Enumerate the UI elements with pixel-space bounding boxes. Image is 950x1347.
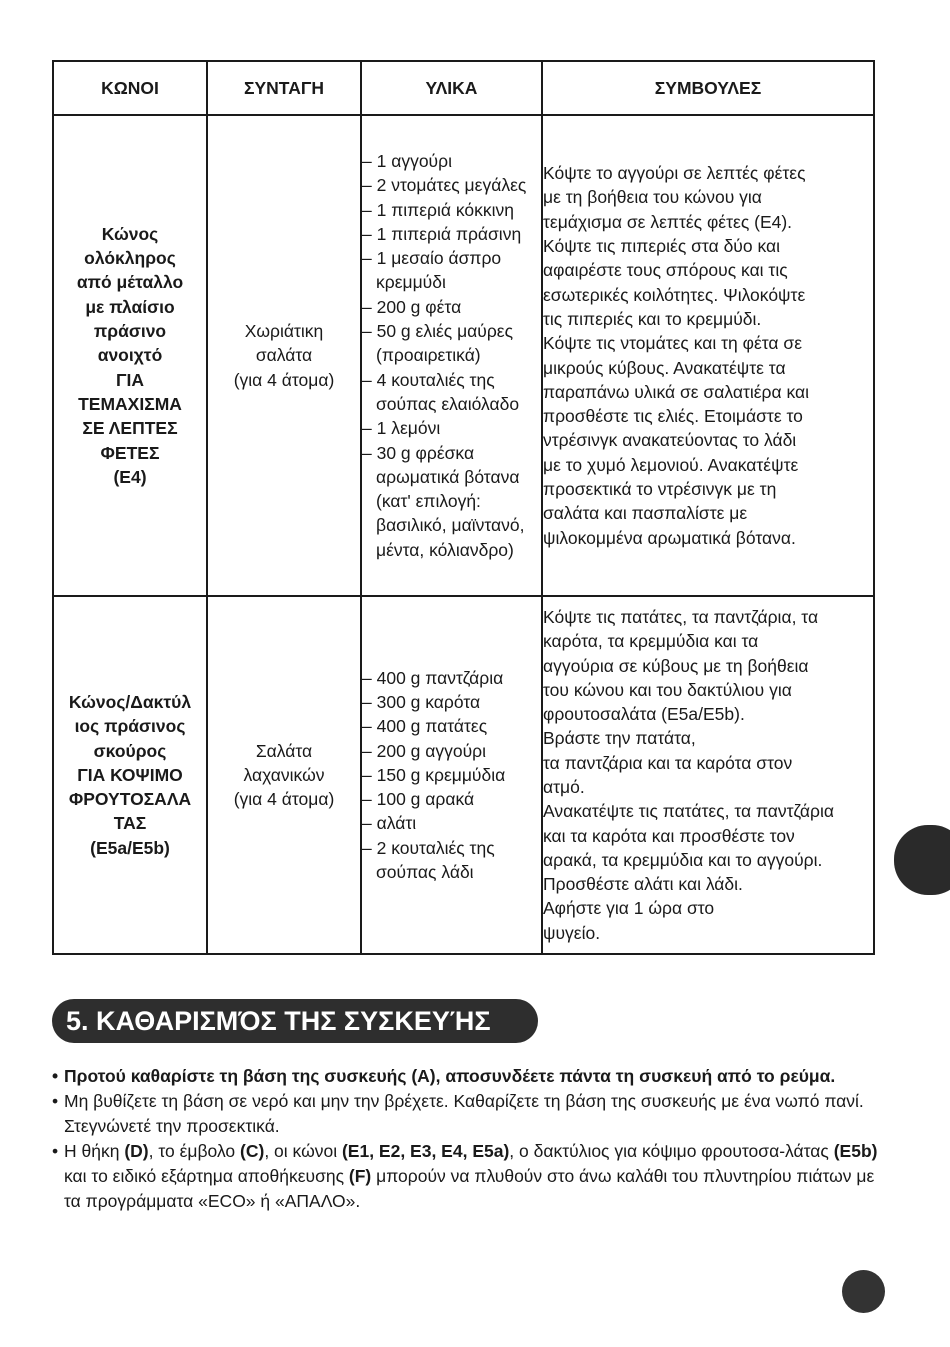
tip-line: Κόψτε τις πατάτες, τα παντζάρια, τα — [543, 606, 819, 627]
cone-line: (E4) — [113, 466, 147, 487]
text-run: και το ειδικό εξάρτημα αποθήκευσης — [64, 1166, 349, 1186]
table-row — [53, 115, 874, 596]
ingredients-cell — [361, 596, 542, 954]
tip-line: εσωτερικές κοιλότητες. Ψιλοκόψτε — [543, 284, 806, 305]
cone-cell — [53, 596, 207, 954]
tip-line: με το χυμό λεμονιού. Ανακατέψτε — [543, 454, 799, 475]
cone-line: (E5a/E5b) — [90, 837, 170, 858]
recipe-cell — [207, 596, 361, 954]
ingredient-item: – 2 ντομάτες μεγάλες — [362, 173, 541, 197]
tip-line: μικρούς κύβους. Ανακατέψτε τα — [543, 357, 786, 378]
recipe-line: (για 4 άτομα) — [233, 789, 335, 810]
tip-line: αγγούρια σε κύβους με τη βοήθεια — [543, 655, 809, 676]
text-run: , ο δακτύλιος για κόψιμο φρουτοσα-λάτας — [509, 1141, 834, 1161]
cone-line: ολόκληρος — [84, 248, 176, 269]
ingredient-item: – 1 αγγούρι — [362, 149, 541, 173]
header-tips: ΣΥΜΒΟΥΛΕΣ — [542, 61, 874, 115]
ingredient-item: – 100 g αρακά — [362, 787, 541, 811]
tip-line: Αφήστε για 1 ώρα στο — [543, 898, 715, 919]
bullet-dishwasher — [52, 1139, 882, 1214]
section-heading: 5. ΚΑΘΑΡΙΣΜΌΣ ΤΗΣ ΣΥΣΚΕΥΉΣ — [52, 999, 538, 1043]
ingredient-item: – 1 πιπεριά πράσινη — [362, 222, 541, 246]
cone-line: σκούρος — [93, 740, 167, 761]
tip-line: καρότα, τα κρεμμύδια και τα — [543, 631, 759, 652]
text-run: Η θήκη — [64, 1141, 125, 1161]
tip-line: προσεκτικά το ντρέσινγκ με τη — [543, 478, 777, 499]
recipe-line: Χωριάτικη — [244, 321, 324, 342]
cone-line: ΤΑΣ — [113, 813, 147, 834]
cone-line: ΓΙΑ — [115, 369, 145, 390]
cone-line: ΦΡΟΥΤΟΣΑΛΑ — [68, 789, 192, 810]
tip-line: αφαιρέστε τους σπόρους και τις — [543, 260, 788, 281]
tip-line: φρουτοσαλάτα (E5a/E5b). — [543, 704, 745, 725]
recipe-line: (για 4 άτομα) — [233, 369, 335, 390]
tips-cell — [542, 115, 874, 596]
cone-line: ΦΕΤΕΣ — [100, 442, 160, 463]
cone-line: πράσινο — [93, 321, 167, 342]
ingredient-item: – 1 πιπεριά κόκκινη — [362, 198, 541, 222]
side-tab-marker — [894, 825, 950, 895]
ingredients-list — [362, 149, 541, 562]
header-cones: ΚΩΝΟΙ — [53, 61, 207, 115]
header-recipe: ΣΥΝΤΑΓΗ — [207, 61, 361, 115]
cone-cell — [53, 115, 207, 596]
text-run: μπορούν να πλυθούν στο άνω καλάθι του πλυντηρίου πιάτων με τα προγράμματα «ECO» ή «ΑΠΑΛΟ». — [64, 1166, 875, 1211]
tip-line: Κόψτε το αγγούρι σε λεπτές φέτες — [543, 163, 806, 184]
part-ref: (D) — [124, 1141, 149, 1161]
cone-line: ιος πράσινος — [74, 716, 186, 737]
table-header-row — [53, 61, 874, 115]
ingredient-item: – 4 κουταλιές της σούπας ελαιόλαδο — [362, 368, 541, 417]
tip-line: Κόψτε τις πιπεριές στα δύο και — [543, 236, 781, 257]
part-ref: (F) — [348, 1166, 372, 1186]
tips-cell — [542, 596, 874, 954]
text-run: , οι κώνοι — [264, 1141, 342, 1161]
bullet-unplug: • Προτού καθαρίστε τη βάση της συσκευής (A), αποσυνδέετε πάντα τη συσκευή από το ρεύμα. — [52, 1064, 882, 1089]
cone-line: από μέταλλο — [76, 272, 184, 293]
tip-line: του κώνου και του δακτύλιου για — [543, 679, 792, 700]
tip-line: Βράστε την πατάτα, — [543, 728, 696, 749]
part-ref: (E1, E2, E3, E4, E5a) — [341, 1141, 510, 1161]
part-ref: (E5b) — [833, 1141, 878, 1161]
ingredient-item: – 300 g καρότα — [362, 690, 541, 714]
recipe-cell — [207, 115, 361, 596]
tip-line: ατμό. — [543, 777, 585, 797]
tip-line: αρακά, τα κρεμμύδια και το αγγούρι. — [543, 849, 823, 870]
text-run: , το έμβολο — [148, 1141, 241, 1161]
ingredient-item: – 150 g κρεμμύδια — [362, 763, 541, 787]
cone-line: με πλαίσιο — [85, 296, 175, 317]
tip-line: παραπάνω υλικά σε σαλατιέρα και — [543, 381, 810, 402]
recipe-line: σαλάτα — [255, 345, 313, 366]
cone-line: ΣΕ ΛΕΠΤΕΣ — [82, 418, 178, 439]
tip-line: ψυγείο. — [543, 922, 601, 943]
tip-line: και τα καρότα και προσθέστε τον — [543, 825, 795, 846]
tip-line: τις πιπεριές και το κρεμμύδι. — [543, 308, 762, 329]
tip-line: τα παντζάρια και τα καρότα στον — [543, 752, 793, 773]
ingredient-item: – 400 g πατάτες — [362, 714, 541, 738]
tip-line: τεμάχισμα σε λεπτές φέτες (E4). — [543, 211, 793, 232]
page-number-dot — [842, 1270, 885, 1313]
tip-line: Ανακατέψτε τις πατάτες, τα παντζάρια — [543, 801, 834, 822]
ingredients-cell — [361, 115, 542, 596]
tip-line: με τη βοήθεια του κώνου για — [543, 187, 762, 208]
cone-line: ΓΙΑ ΚΟΨΙΜΟ — [77, 764, 183, 785]
ingredient-item: – 1 λεμόνι — [362, 416, 541, 440]
tip-line: Κόψτε τις ντομάτες και τη φέτα σε — [543, 333, 803, 354]
tip-line: ντρέσινγκ ανακατεύοντας το λάδι — [543, 430, 797, 451]
ingredient-item: – 30 g φρέσκα αρωματικά βότανα (κατ' επιλογή: βασιλικό, μαϊντανό, μέντα, κόλιανδρο) — [362, 441, 541, 562]
table-row — [53, 596, 874, 954]
ingredient-item: – 1 μεσαίο άσπρο κρεμμύδι — [362, 246, 541, 295]
tip-line: ψιλοκομμένα αρωματικά βότανα. — [543, 527, 796, 548]
header-ingredients: ΥΛΙΚΑ — [361, 61, 542, 115]
ingredients-list — [362, 666, 541, 885]
ingredient-item: – 200 g αγγούρι — [362, 739, 541, 763]
ingredient-item: – 50 g ελιές μαύρες (προαιρετικά) — [362, 319, 541, 368]
ingredient-item: – 400 g παντζάρια — [362, 666, 541, 690]
ingredient-item: – αλάτι — [362, 811, 541, 835]
cone-line: Κώνος/Δακτύλ — [68, 691, 192, 712]
cleaning-instructions — [52, 1064, 882, 1214]
bullet-no-immerse: • Μη βυθίζετε τη βάση σε νερό και μην την βρέχετε. Καθαρίζετε τη βάση της συσκευής με ένα νωπό πανί. Στεγνώνετέ την προσεκτικά. — [52, 1089, 882, 1139]
cone-line: ανοιχτό — [97, 345, 163, 366]
tip-line: σαλάτα και πασπαλίστε με — [543, 503, 748, 524]
tip-line: Προσθέστε αλάτι και λάδι. — [543, 874, 743, 895]
recipes-table — [52, 60, 875, 955]
tip-line: προσθέστε τις ελιές. Ετοιμάστε το — [543, 406, 803, 427]
part-ref: (C) — [240, 1141, 265, 1161]
recipe-line: Σαλάτα — [255, 740, 313, 761]
cone-line: Κώνος — [101, 223, 159, 244]
ingredient-item: – 200 g φέτα — [362, 295, 541, 319]
ingredient-item: – 2 κουταλιές της σούπας λάδι — [362, 836, 541, 885]
cone-line: ΤΕΜΑΧΙΣΜΑ — [78, 393, 182, 414]
recipe-line: λαχανικών — [243, 764, 325, 785]
